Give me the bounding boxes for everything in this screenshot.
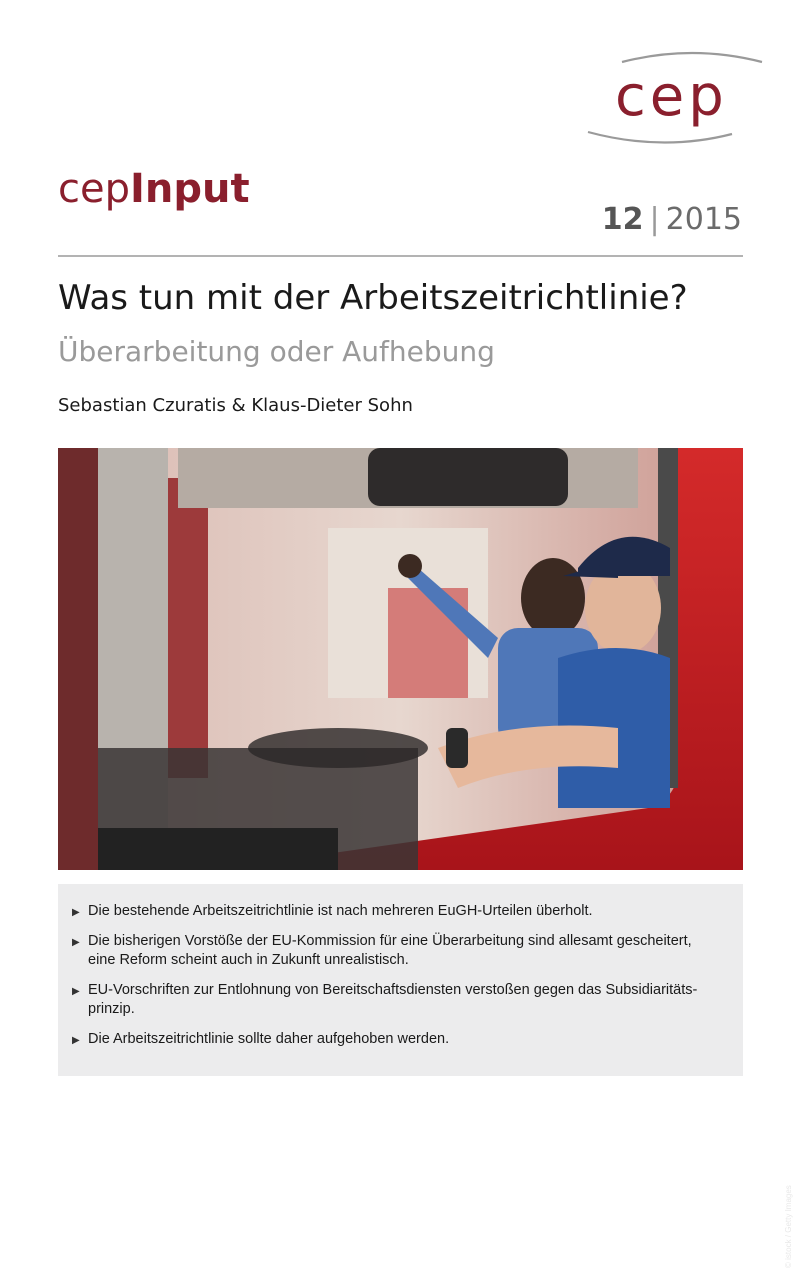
summary-box bbox=[58, 884, 743, 1076]
summary-item: ▶ Die Arbeitszeitrichtlinie sollte daher aufgehoben werden. bbox=[72, 1030, 723, 1049]
issue-year: 2015 bbox=[665, 202, 742, 237]
series-prefix: cep bbox=[58, 166, 130, 212]
issue-number bbox=[602, 202, 742, 237]
summary-list bbox=[58, 884, 743, 1049]
series-name: Input bbox=[130, 166, 250, 212]
authors: Sebastian Czuratis & Klaus-Dieter Sohn bbox=[58, 395, 413, 416]
page-subtitle: Überarbeitung oder Aufhebung bbox=[58, 335, 495, 368]
issue-separator: | bbox=[649, 202, 660, 237]
summary-item: ▶ EU-Vorschriften zur Entlohnung von Bereitschaftsdiensten verstoßen gegen das Subsidiaritäts-prinzip. bbox=[72, 981, 723, 1019]
series-title bbox=[58, 166, 250, 212]
photo-credit: © istock / Getty Images bbox=[784, 1185, 793, 1268]
cep-logo-text: cep bbox=[615, 64, 728, 129]
page-title: Was tun mit der Arbeitszeitrichtlinie? bbox=[58, 278, 688, 318]
header-divider bbox=[58, 255, 743, 257]
summary-item: ▶ Die bisherigen Vorstöße der EU-Kommission für eine Überarbeitung sind allesamt gescheitert, eine Reform scheint auch in Zukunft unrealistisch. bbox=[72, 932, 723, 970]
summary-item: ▶ Die bestehende Arbeitszeitrichtlinie ist nach mehreren EuGH-Urteilen überholt. bbox=[72, 902, 723, 921]
issue-num: 12 bbox=[601, 202, 644, 237]
